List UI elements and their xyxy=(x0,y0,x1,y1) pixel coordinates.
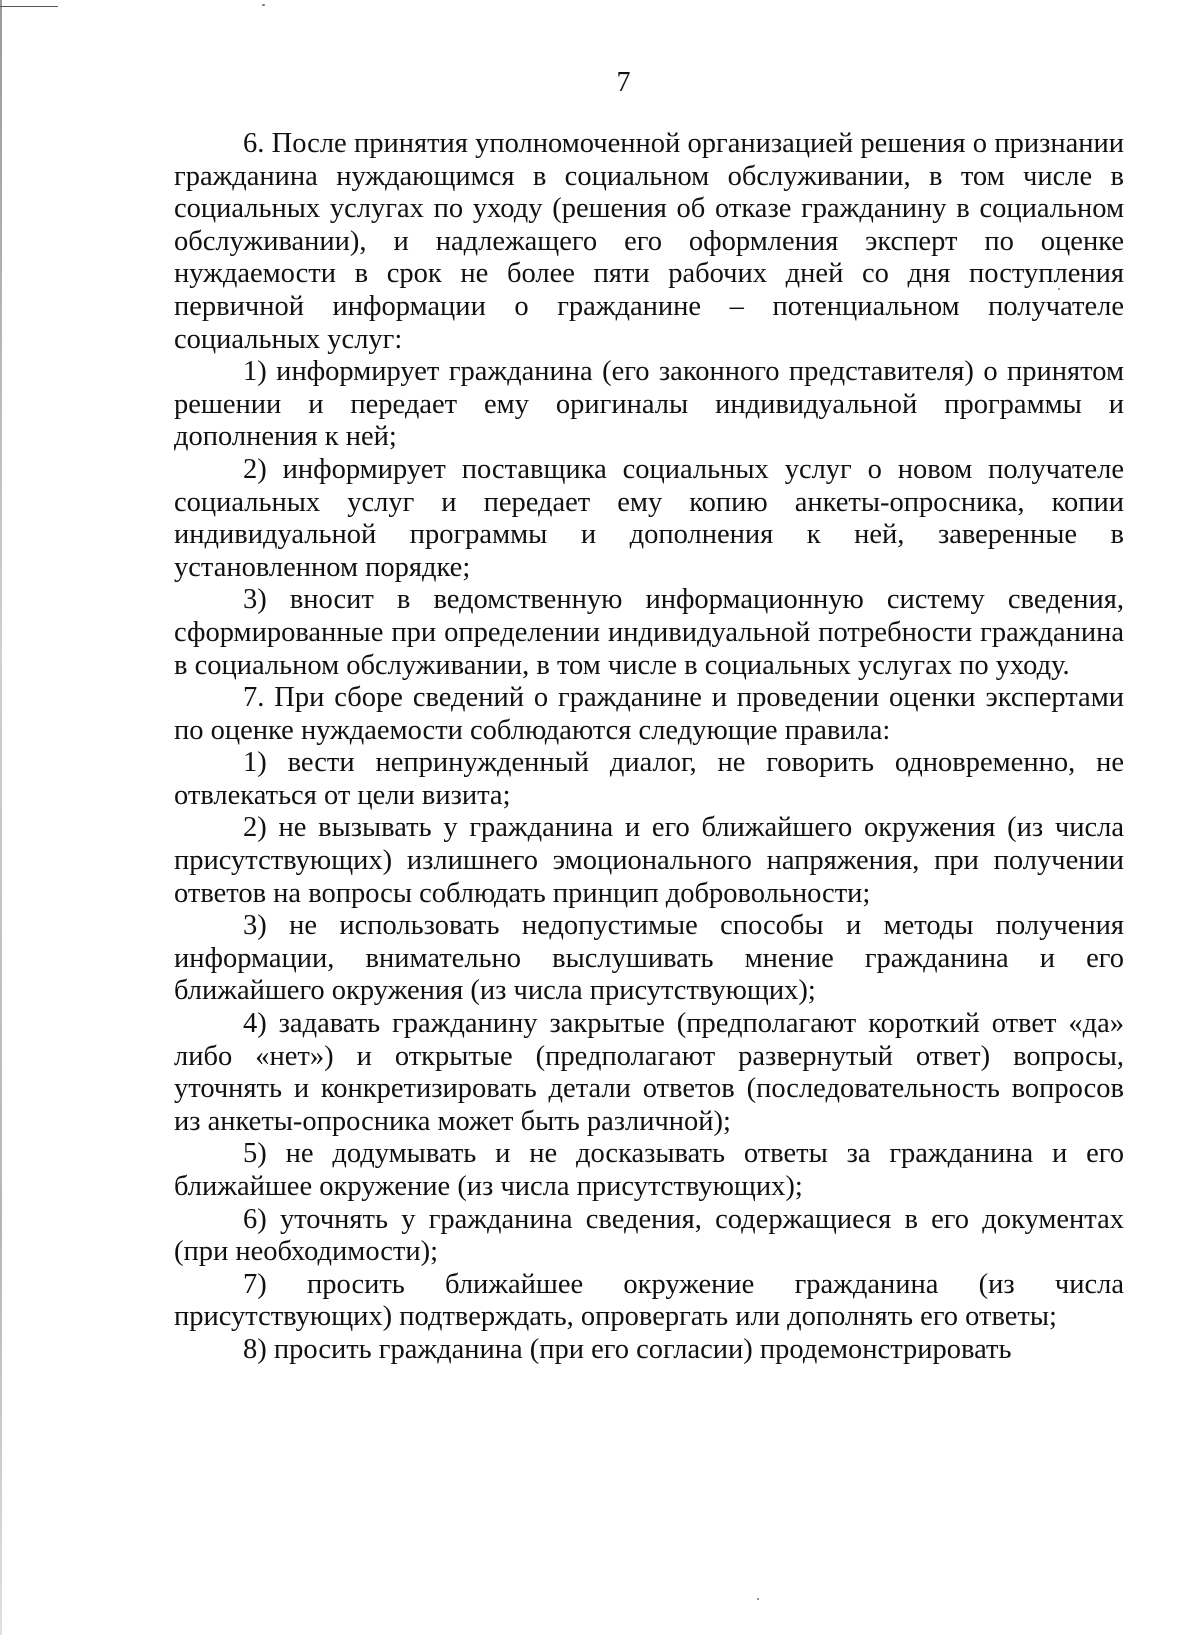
scan-speck xyxy=(262,4,265,6)
paragraph: 7. При сборе сведений о гражданине и проведении оценки экспертами по оценке нуждаемости соблюдаются следующие правила: xyxy=(174,682,1124,746)
paragraph: 3) не использовать недопустимые способы и методы получения информации, внимательно выслушивать мнение гражданина и его ближайшего окружения (из числа присутствующих); xyxy=(174,910,1124,1007)
scan-corner-mark xyxy=(0,6,58,7)
paragraph: 6. После принятия уполномоченной организацией решения о признании гражданина нуждающимся в социальном обслуживании, в том числе в социальных услугах по уходу (решения об отказе гражданину в социальном обслуживании), и надлежащего его оформления эксперт по оценке нуждаемости в срок не более пяти рабочих дней со дня поступления первичной информации о гражданине – потенциальном получателе социальных услуг: xyxy=(174,128,1124,355)
paragraph: 5) не додумывать и не досказывать ответы за гражданина и его ближайшее окружение (из числа присутствующих); xyxy=(174,1138,1124,1202)
paragraph: 1) информирует гражданина (его законного представителя) о принятом решении и передает ему оригиналы индивидуальной программы и дополнения к ней; xyxy=(174,356,1124,453)
paragraph: 8) просить гражданина (при его согласии) продемонстрировать xyxy=(243,1333,1012,1365)
paragraph: 2) не вызывать у гражданина и его ближайшего окружения (из числа присутствующих) излишнего эмоционального напряжения, при получении ответов на вопросы соблюдать принцип добровольности; xyxy=(174,812,1124,909)
paragraph: 3) вносит в ведомственную информационную систему сведения, сформированные при определении индивидуальной потребности гражданина в социальном обслуживании, в том числе в социальных услугах по уходу. xyxy=(174,584,1124,681)
scan-edge xyxy=(0,0,2,1635)
paragraph: 1) вести непринужденный диалог, не говорить одновременно, не отвлекаться от цели визита; xyxy=(174,747,1124,811)
scan-speck xyxy=(757,1598,759,1600)
body-text xyxy=(174,128,1124,1367)
paragraph: 6) уточнять у гражданина сведения, содержащиеся в его документах (при необходимости); xyxy=(174,1203,1124,1268)
paragraph: 2) информирует поставщика социальных услуг о новом получателе социальных услуг и передает ему копию анкеты-опросника, копии индивидуальной программы и дополнения к ней, заверенные в установленном порядке; xyxy=(174,453,1124,583)
paragraph: 7) просить ближайшее окружение гражданина (из числа присутствующих) подтверждать, опровергать или дополнять его ответы; xyxy=(174,1268,1124,1333)
page-number: 7 xyxy=(616,67,631,98)
paragraph: 4) задавать гражданину закрытые (предполагают короткий ответ «да» либо «нет») и открытые (предполагают развернутый ответ) вопросы, уточнять и конкретизировать детали ответов (последовательность вопросов из анкеты-опросника может быть различной); xyxy=(174,1008,1124,1137)
